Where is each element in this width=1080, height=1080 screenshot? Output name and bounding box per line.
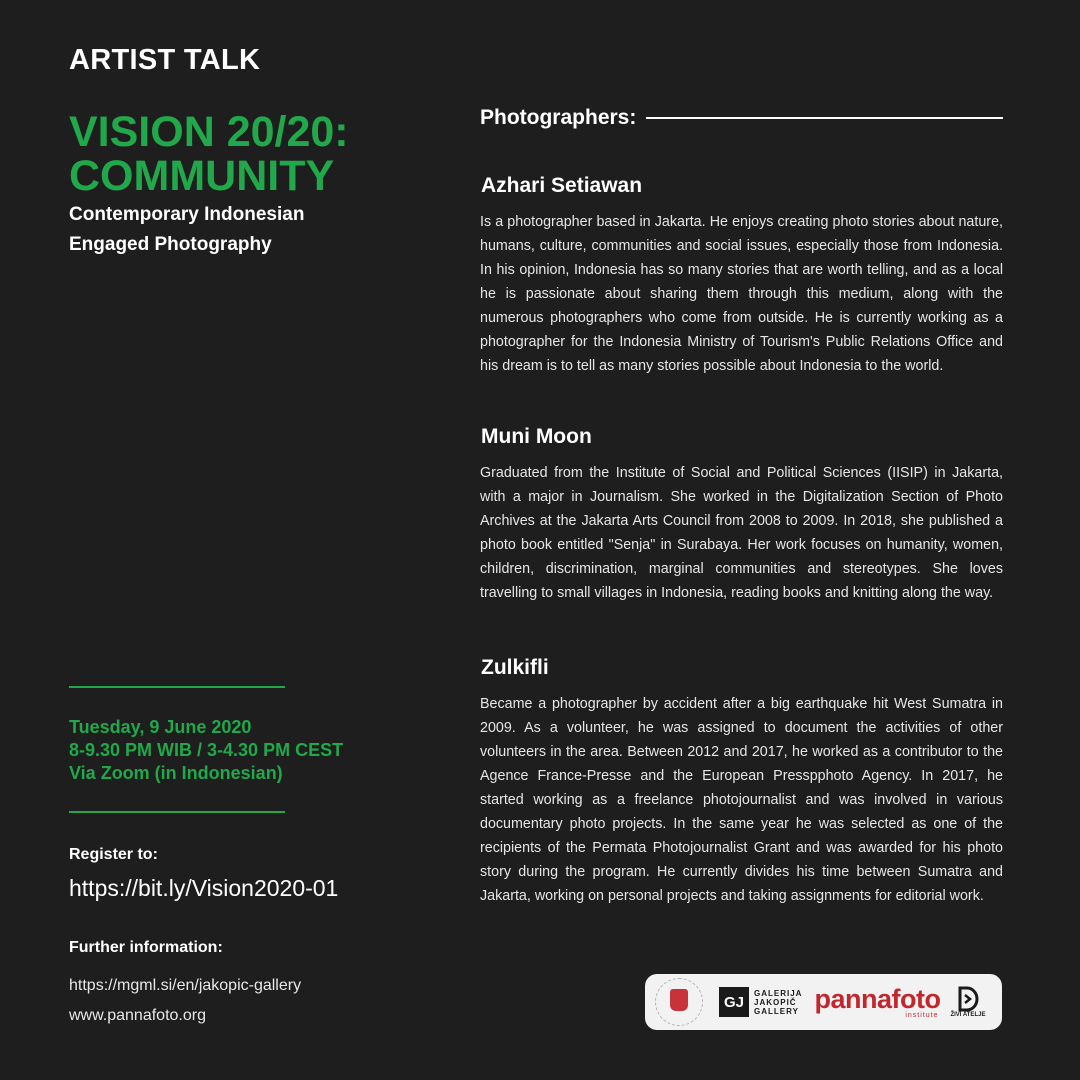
further-info-label: Further information: [69, 939, 223, 956]
gj-line-3: GALLERY [754, 1006, 799, 1016]
subtitle-line-2: Engaged Photography [69, 234, 272, 255]
partner-logos [645, 974, 1002, 1030]
photographer-bio: Became a photographer by accident after a big earthquake hit West Sumatra in 2009. As a volunteer, he was assigned to document the activities of other volunteers in the area. Between 2012 and 2017, he worked as a contributor to the Agence France-Presse and the European Presspphoto Agency. In 2017, he started working as a freelance photojournalist and was involved in various documentary photo projects. In the same year he was selected as one of the recipients of the Permata Photojournalist Grant and was awarded for his photo story during the program. He currently divides his time between Sumatra and Jakarta, working on personal projects and taking assignments for editorial work. [480, 696, 1003, 904]
photographers-heading: Photographers: [480, 106, 637, 129]
photographer-bio: Is a photographer based in Jakarta. He enjoys creating photo stories about nature, humans, culture, communities and social issues, especially those from Indonesia. In his opinion, Indonesia has so many stories that are worth telling, and as a local he is passionate about sharing them through this medium, along with the numerous photographers who come from outside. He is currently working as a photographer for the Indonesia Ministry of Tourism's Public Relations Office and his dream is to tell as many stories possible about Indonesia to the world. [480, 214, 1003, 374]
photographer-name: Azhari Setiawan [481, 174, 643, 197]
register-link[interactable]: https://bit.ly/Vision2020-01 [69, 875, 339, 901]
title-line-1: VISION 20/20: [69, 108, 349, 156]
zivi-atelje-label: ŽIVI ATELJE [950, 1012, 986, 1018]
event-subtitle [69, 200, 304, 260]
gj-line-2: JAKOPIČ [754, 997, 797, 1007]
galerija-jakopic-wordmark [754, 989, 802, 1016]
seal-logo-icon [655, 978, 703, 1026]
photographer-bio: Graduated from the Institute of Social and Political Sciences (IISIP) in Jakarta, with a major in Journalism. She worked in the Digitalization Section of Photo Archives at the Jakarta Arts Council from 2008 to 2009. In 2018, she published a photo book entitled "Senja" in Surabaya. Her work focuses on humanity, women, children, discrimination, marginal communities and stereotypes. She loves travelling to small villages in Indonesia, reading books and knitting along the way. [480, 465, 1003, 601]
register-label: Register to: [69, 846, 158, 863]
event-details [69, 716, 343, 785]
zivi-atelje-logo [950, 986, 985, 1018]
photographers-header [480, 106, 1003, 130]
event-date: Tuesday, 9 June 2020 [69, 717, 252, 737]
divider-top [69, 686, 285, 688]
pannafoto-wordmark: pannafoto [814, 984, 941, 1014]
event-kicker: ARTIST TALK [69, 44, 261, 76]
pannafoto-link[interactable]: www.pannafoto.org [69, 1007, 206, 1024]
subtitle-line-1: Contemporary Indonesian [69, 204, 305, 225]
galerija-jakopic-logo-icon: GJ [719, 987, 749, 1017]
header-rule [646, 117, 1003, 119]
gj-line-1: GALERIJA [754, 988, 803, 998]
event-title [69, 110, 349, 198]
seal-emblem-icon [670, 989, 688, 1011]
photographer-name: Muni Moon [481, 425, 592, 448]
pannafoto-logo [814, 982, 940, 1022]
jakopic-gallery-link[interactable]: https://mgml.si/en/jakopic-gallery [69, 977, 302, 994]
pannafoto-institute: institute [905, 1012, 939, 1019]
title-line-2: COMMUNITY [69, 152, 335, 200]
event-time: 8-9.30 PM WIB / 3-4.30 PM CEST [69, 740, 344, 760]
divider-bottom [69, 811, 285, 813]
photographer-name: Zulkifli [481, 656, 549, 679]
zivi-atelje-icon [956, 986, 980, 1012]
event-venue: Via Zoom (in Indonesian) [69, 763, 283, 783]
